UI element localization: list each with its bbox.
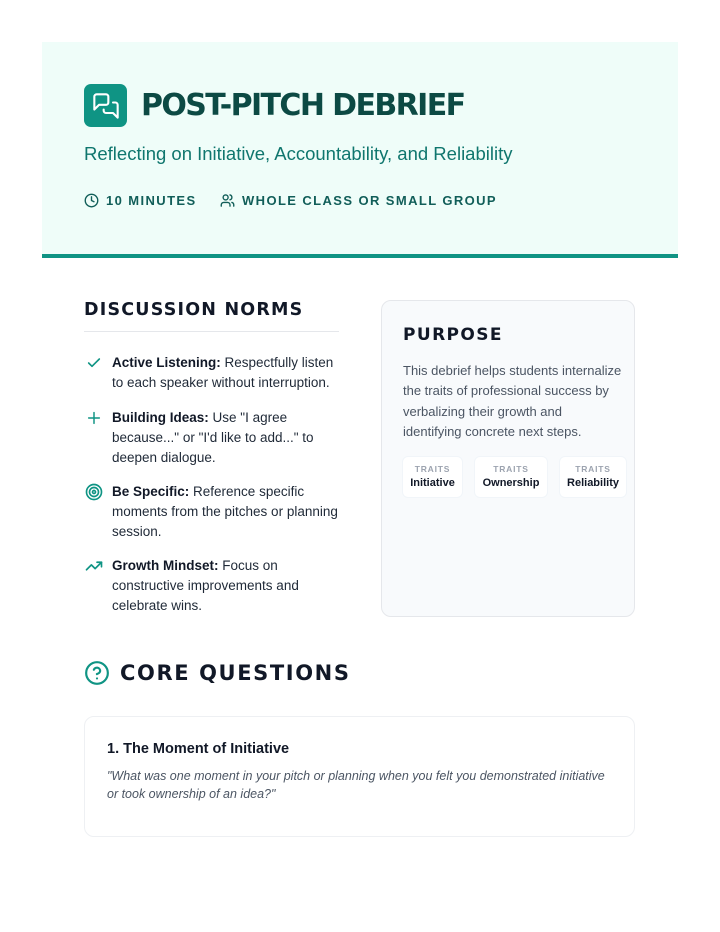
trait-label: TRAITS bbox=[493, 464, 529, 474]
purpose-body: This debrief helps students internalize the traits of professional success by verbalizing their growth and identifying concrete next steps. bbox=[403, 363, 622, 439]
norm-description: Respectfully listen to each speaker without interruption. bbox=[112, 355, 334, 390]
check-icon bbox=[84, 353, 104, 373]
norm-item-listening bbox=[84, 353, 346, 393]
trending-up-icon bbox=[84, 556, 104, 576]
purpose-heading: PURPOSE bbox=[403, 325, 503, 345]
question-circle-icon bbox=[84, 660, 110, 686]
norm-label: Active Listening: bbox=[112, 355, 221, 370]
norm-text bbox=[112, 408, 346, 468]
norms-divider bbox=[84, 331, 339, 332]
norm-item-building bbox=[84, 408, 346, 468]
trait-value: Reliability bbox=[567, 477, 619, 489]
norm-label: Growth Mindset: bbox=[112, 558, 219, 573]
trait-label: TRAITS bbox=[414, 464, 451, 474]
trait-value: Ownership bbox=[482, 477, 540, 489]
trait-value: Initiative bbox=[410, 477, 455, 489]
target-icon bbox=[84, 482, 104, 502]
norm-label: Be Specific: bbox=[112, 484, 190, 499]
group-meta bbox=[220, 193, 497, 208]
trait-chip-ownership bbox=[475, 457, 547, 497]
header-banner bbox=[42, 42, 678, 258]
norms-heading: DISCUSSION NORMS bbox=[84, 300, 304, 320]
norm-text bbox=[112, 353, 346, 393]
norm-item-growth bbox=[84, 556, 346, 616]
norm-text bbox=[112, 482, 346, 542]
clock-icon bbox=[84, 193, 99, 208]
logo-badge bbox=[84, 84, 127, 127]
core-questions-heading: CORE QUESTIONS bbox=[120, 661, 351, 685]
plus-icon bbox=[84, 408, 104, 428]
page-subtitle: Reflecting on Initiative, Accountability, and Reliability bbox=[84, 143, 513, 164]
question-card bbox=[84, 716, 635, 837]
trait-label: TRAITS bbox=[575, 464, 611, 474]
chat-bubbles-icon bbox=[92, 92, 120, 120]
norm-text bbox=[112, 556, 346, 616]
norm-label: Building Ideas: bbox=[112, 410, 209, 425]
question-body: "What was one moment in your pitch or planning when you felt you demonstrated initiative or took ownership of an idea?" bbox=[107, 769, 605, 801]
norm-item-specific bbox=[84, 482, 346, 542]
norm-description: Focus on constructive improvements and celebrate wins. bbox=[112, 558, 299, 613]
page-title: POST-PITCH DEBRIEF bbox=[141, 88, 465, 123]
group-label: WHOLE CLASS OR SMALL GROUP bbox=[242, 193, 497, 208]
duration-meta bbox=[84, 193, 197, 208]
norm-description: Use "I agree because..." or "I'd like to add..." to deepen dialogue. bbox=[112, 410, 314, 465]
trait-chip-reliability bbox=[560, 457, 626, 497]
norm-description: Reference specific moments from the pitches or planning session. bbox=[112, 484, 338, 539]
users-icon bbox=[220, 193, 235, 208]
duration-label: 10 MINUTES bbox=[106, 193, 197, 208]
question-title: 1. The Moment of Initiative bbox=[107, 741, 290, 757]
purpose-card bbox=[381, 300, 635, 617]
trait-chip-initiative bbox=[403, 457, 462, 497]
